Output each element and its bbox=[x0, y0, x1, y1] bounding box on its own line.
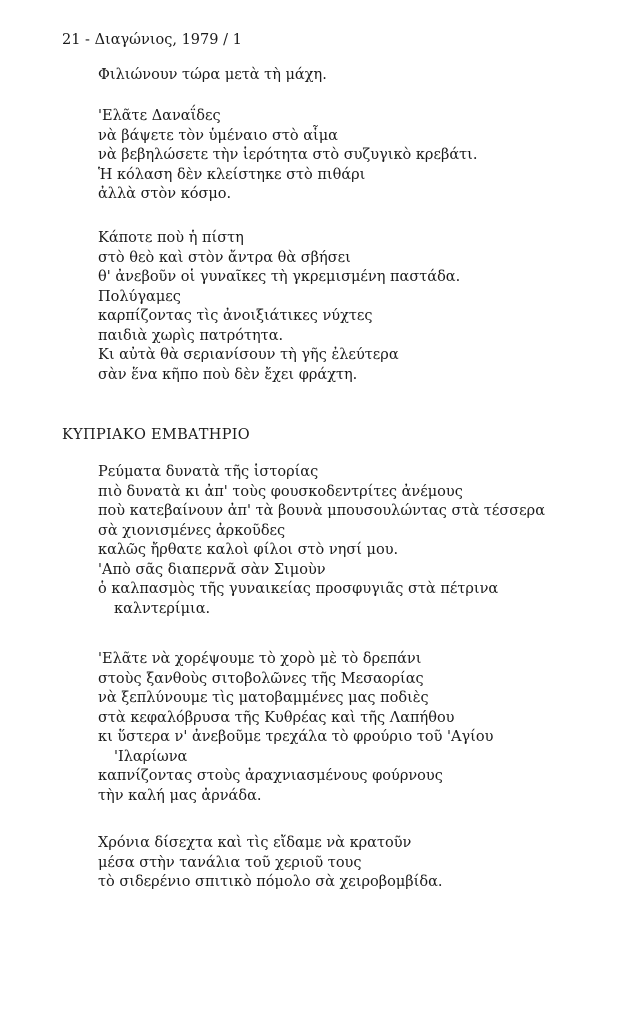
verse-line: ποὺ κατεβαίνουν ἀπ' τὰ βουνὰ μπουσουλώντας στὰ τέσσερα bbox=[98, 503, 545, 519]
verse-line: καλῶς ἤρθατε καλοὶ φίλοι στὸ νησί μου. bbox=[98, 542, 399, 558]
verse-line: Χρόνια δίσεχτα καὶ τὶς εἴδαμε νὰ κρατοῦν bbox=[98, 835, 412, 851]
verse-line: νὰ βεβηλώσετε τὴν ἱερότητα στὸ συζυγικὸ κρεβάτι. bbox=[98, 147, 478, 163]
verse-line: Πολύγαμες bbox=[98, 288, 181, 305]
verse-line: παιδιὰ χωρὶς πατρότητα. bbox=[98, 327, 284, 344]
verse-line-continuation: καλντερίμια. bbox=[114, 600, 211, 617]
verse-line: κι ὕστερα ν' ἀνεβοῦμε τρεχάλα τὸ φρούριο τοῦ 'Αγίου bbox=[98, 729, 494, 745]
verse-line: 'Απὸ σᾶς διαπερνᾶ σὰν Σιμοὺν bbox=[98, 561, 326, 578]
poem2-stanza-3 bbox=[98, 834, 443, 893]
verse-line: νὰ ξεπλύνουμε τὶς ματοβαμμένες μας ποδιὲς bbox=[98, 690, 429, 706]
verse-line: καπνίζοντας στοὺς ἀραχνιασμένους φούρνους bbox=[98, 768, 443, 784]
poem-title: ΚΥΠΡΙΑΚΟ ΕΜΒΑΤΗΡΙΟ bbox=[62, 427, 250, 443]
verse-line: 'Ελᾶτε νὰ χορέψουμε τὸ χορὸ μὲ τὸ δρεπάνι bbox=[98, 651, 422, 667]
poem1-stanza-1 bbox=[98, 66, 327, 86]
verse-line: στὸ θεὸ καὶ στὸν ἄντρα θὰ σβήσει bbox=[98, 249, 351, 266]
verse-line: ὁ καλπασμὸς τῆς γυναικείας προσφυγιᾶς στὰ πέτρινα bbox=[98, 581, 499, 597]
verse-line: 'Ελᾶτε Δαναΐδες bbox=[98, 108, 221, 124]
verse-line: Φιλιώνουν τώρα μετὰ τὴ μάχη. bbox=[98, 67, 327, 83]
verse-line: Ἡ κόλαση δὲν κλείστηκε στὸ πιθάρι bbox=[98, 166, 366, 183]
verse-line: μέσα στὴν τανάλια τοῦ χεριοῦ τους bbox=[98, 854, 362, 871]
running-head: 21 - Διαγώνιος, 1979 / 1 bbox=[62, 32, 242, 48]
verse-line: στὰ κεφαλόβρυσα τῆς Κυθρέας καὶ τῆς Λαπήθου bbox=[98, 709, 455, 726]
verse-line: καρπίζοντας τὶς ἀνοιξιάτικες νύχτες bbox=[98, 308, 373, 324]
verse-line: Κι αὐτὰ θὰ σεριανίσουν τὴ γῆς ἐλεύτερα bbox=[98, 347, 399, 363]
verse-line: Ρεύματα δυνατὰ τῆς ἱστορίας bbox=[98, 464, 319, 480]
verse-line-continuation: 'Ιλαρίωνα bbox=[114, 748, 188, 765]
verse-line: τὸ σιδερένιο σπιτικὸ πόμολο σὰ χειροβομβίδα. bbox=[98, 874, 443, 890]
verse-line: πιὸ δυνατὰ κι ἀπ' τοὺς φουσκοδεντρίτες ἀνέμους bbox=[98, 483, 463, 500]
verse-line: σὰν ἕνα κῆπο ποὺ δὲν ἔχει φράχτη. bbox=[98, 366, 358, 383]
verse-line: σὰ χιονισμένες ἀρκοῦδες bbox=[98, 522, 286, 539]
poem2-stanza-1 bbox=[98, 463, 545, 619]
poem1-stanza-3 bbox=[98, 229, 460, 385]
verse-line: τὴν καλή μας ἀρνάδα. bbox=[98, 787, 262, 804]
verse-line: νὰ βάψετε τὸν ὑμέναιο στὸ αἷμα bbox=[98, 127, 338, 144]
verse-line: ἀλλὰ στὸν κόσμο. bbox=[98, 186, 232, 202]
verse-line: θ' ἀνεβοῦν οἱ γυναῖκες τὴ γκρεμισμένη παστάδα. bbox=[98, 269, 461, 285]
verse-line: Κάποτε ποὺ ἡ πίστη bbox=[98, 230, 244, 246]
poem1-stanza-2 bbox=[98, 107, 477, 205]
poem2-stanza-2 bbox=[98, 650, 493, 806]
verse-line: στοὺς ξανθοὺς σιτοβολῶνες τῆς Μεσαορίας bbox=[98, 670, 424, 687]
